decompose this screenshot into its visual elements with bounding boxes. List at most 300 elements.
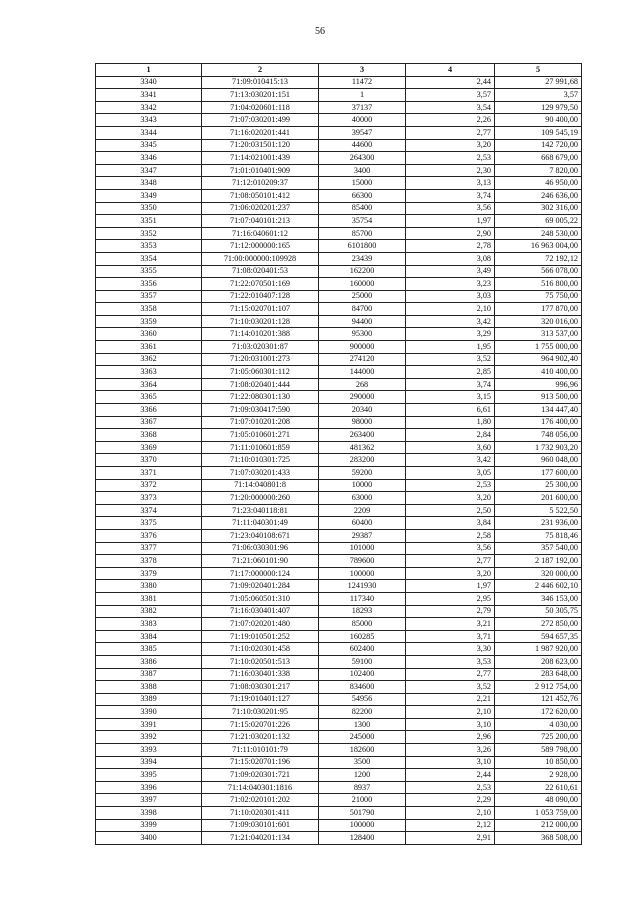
cadastral-number-cell: 71:10:020501:513 — [202, 655, 319, 668]
row-number-cell: 3342 — [96, 101, 202, 114]
rate-cell: 3,30 — [406, 643, 495, 656]
rate-cell: 2,77 — [406, 126, 495, 139]
table-row — [96, 567, 582, 580]
rate-cell: 2,77 — [406, 555, 495, 568]
cadastral-number-cell: 71:05:060501:310 — [202, 592, 319, 605]
column-header: 4 — [406, 64, 495, 77]
table-row — [96, 781, 582, 794]
table-row — [96, 655, 582, 668]
cadastral-number-cell: 71:10:020301:458 — [202, 643, 319, 656]
cadastral-number-cell: 71:11:010601:859 — [202, 441, 319, 454]
area-cell: 60400 — [319, 517, 406, 530]
table-row — [96, 479, 582, 492]
table-row — [96, 832, 582, 845]
area-cell: 21000 — [319, 794, 406, 807]
table-body — [96, 76, 582, 844]
row-number-cell: 3390 — [96, 706, 202, 719]
area-cell: 501790 — [319, 807, 406, 820]
row-number-cell: 3356 — [96, 278, 202, 291]
area-cell: 11472 — [319, 76, 406, 89]
value-cell: 75 750,00 — [495, 290, 582, 303]
rate-cell: 3,26 — [406, 744, 495, 757]
value-cell: 996,96 — [495, 378, 582, 391]
table-row — [96, 366, 582, 379]
rate-cell: 3,57 — [406, 89, 495, 102]
cadastral-number-cell: 71:06:030301:96 — [202, 542, 319, 555]
row-number-cell: 3394 — [96, 756, 202, 769]
value-cell: 50 305,75 — [495, 605, 582, 618]
area-cell: 66300 — [319, 189, 406, 202]
rate-cell: 3,56 — [406, 542, 495, 555]
rate-cell: 3,03 — [406, 290, 495, 303]
table-row — [96, 429, 582, 442]
row-number-cell: 3397 — [96, 794, 202, 807]
row-number-cell: 3344 — [96, 126, 202, 139]
area-cell: 789600 — [319, 555, 406, 568]
cadastral-number-cell: 71:08:020401:53 — [202, 265, 319, 278]
rate-cell: 2,53 — [406, 152, 495, 165]
rate-cell: 2,50 — [406, 504, 495, 517]
rate-cell: 2,78 — [406, 240, 495, 253]
value-cell: 748 056,00 — [495, 429, 582, 442]
row-number-cell: 3370 — [96, 454, 202, 467]
area-cell: 95300 — [319, 328, 406, 341]
row-number-cell: 3387 — [96, 668, 202, 681]
cadastral-number-cell: 71:15:020701:226 — [202, 718, 319, 731]
cadastral-number-cell: 71:09:020401:284 — [202, 580, 319, 593]
table-row — [96, 731, 582, 744]
table-row — [96, 769, 582, 782]
value-cell: 913 500,00 — [495, 391, 582, 404]
row-number-cell: 3365 — [96, 391, 202, 404]
value-cell: 10 850,00 — [495, 756, 582, 769]
value-cell: 357 540,00 — [495, 542, 582, 555]
rate-cell: 2,58 — [406, 529, 495, 542]
table-row — [96, 555, 582, 568]
row-number-cell: 3361 — [96, 341, 202, 354]
table-row — [96, 693, 582, 706]
value-cell: 134 447,40 — [495, 404, 582, 417]
value-cell: 248 530,00 — [495, 227, 582, 240]
value-cell: 1 732 903,20 — [495, 441, 582, 454]
row-number-cell: 3351 — [96, 215, 202, 228]
cadastral-number-cell: 71:21:030201:132 — [202, 731, 319, 744]
value-cell: 2 912 754,00 — [495, 681, 582, 694]
area-cell: 182600 — [319, 744, 406, 757]
value-cell: 4 030,00 — [495, 718, 582, 731]
cadastral-number-cell: 71:17:000000:124 — [202, 567, 319, 580]
table-row — [96, 668, 582, 681]
area-cell: 59100 — [319, 655, 406, 668]
cadastral-number-cell: 71:00:000000:109928 — [202, 252, 319, 265]
table-row — [96, 126, 582, 139]
row-number-cell: 3345 — [96, 139, 202, 152]
table-row — [96, 341, 582, 354]
area-cell: 85000 — [319, 618, 406, 631]
area-cell: 1300 — [319, 718, 406, 731]
row-number-cell: 3398 — [96, 807, 202, 820]
value-cell: 302 316,00 — [495, 202, 582, 215]
table-row — [96, 756, 582, 769]
cadastral-number-cell: 71:14:010201:388 — [202, 328, 319, 341]
rate-cell: 3,13 — [406, 177, 495, 190]
area-cell: 54956 — [319, 693, 406, 706]
rate-cell: 2,12 — [406, 819, 495, 832]
row-number-cell: 3362 — [96, 353, 202, 366]
table-header-row — [96, 64, 582, 77]
cadastral-number-cell: 71:07:030201:433 — [202, 467, 319, 480]
area-cell: 15000 — [319, 177, 406, 190]
value-cell: 22 610,61 — [495, 781, 582, 794]
rate-cell: 3,21 — [406, 618, 495, 631]
table-row — [96, 278, 582, 291]
value-cell: 7 820,00 — [495, 164, 582, 177]
cadastral-number-cell: 71:23:040108:671 — [202, 529, 319, 542]
cadastral-number-cell: 71:16:040601:12 — [202, 227, 319, 240]
area-cell: 102400 — [319, 668, 406, 681]
table-row — [96, 807, 582, 820]
value-cell: 313 537,00 — [495, 328, 582, 341]
cadastral-number-cell: 71:21:060101:90 — [202, 555, 319, 568]
area-cell: 1200 — [319, 769, 406, 782]
row-number-cell: 3363 — [96, 366, 202, 379]
value-cell: 75 818,46 — [495, 529, 582, 542]
row-number-cell: 3374 — [96, 504, 202, 517]
table-row — [96, 227, 582, 240]
table-row — [96, 592, 582, 605]
cadastral-number-cell: 71:05:060301:112 — [202, 366, 319, 379]
cadastral-number-cell: 71:15:020701:196 — [202, 756, 319, 769]
cadastral-number-cell: 71:11:010101:79 — [202, 744, 319, 757]
row-number-cell: 3357 — [96, 290, 202, 303]
table-row — [96, 252, 582, 265]
rate-cell: 1,80 — [406, 416, 495, 429]
rate-cell: 3,56 — [406, 202, 495, 215]
row-number-cell: 3364 — [96, 378, 202, 391]
table-row — [96, 819, 582, 832]
cadastral-number-cell: 71:19:010401:127 — [202, 693, 319, 706]
value-cell: 3,57 — [495, 89, 582, 102]
rate-cell: 2,53 — [406, 479, 495, 492]
rate-cell: 3,84 — [406, 517, 495, 530]
value-cell: 964 902,40 — [495, 353, 582, 366]
value-cell: 231 936,00 — [495, 517, 582, 530]
value-cell: 172 620,00 — [495, 706, 582, 719]
area-cell: 98000 — [319, 416, 406, 429]
area-cell: 290000 — [319, 391, 406, 404]
table-row — [96, 580, 582, 593]
area-cell: 3500 — [319, 756, 406, 769]
value-cell: 176 400,00 — [495, 416, 582, 429]
value-cell: 283 648,00 — [495, 668, 582, 681]
row-number-cell: 3395 — [96, 769, 202, 782]
value-cell: 25 300,00 — [495, 479, 582, 492]
area-cell: 100000 — [319, 819, 406, 832]
area-cell: 63000 — [319, 492, 406, 505]
row-number-cell: 3346 — [96, 152, 202, 165]
rate-cell: 3,52 — [406, 681, 495, 694]
cadastral-number-cell: 71:23:040118:81 — [202, 504, 319, 517]
row-number-cell: 3396 — [96, 781, 202, 794]
table-row — [96, 177, 582, 190]
rate-cell: 2,30 — [406, 164, 495, 177]
area-cell: 40000 — [319, 114, 406, 127]
column-header: 5 — [495, 64, 582, 77]
area-cell: 274120 — [319, 353, 406, 366]
value-cell: 272 850,00 — [495, 618, 582, 631]
cadastral-number-cell: 71:08:050101:412 — [202, 189, 319, 202]
rate-cell: 2,95 — [406, 592, 495, 605]
cadastral-number-cell: 71:13:030201:151 — [202, 89, 319, 102]
area-cell: 6101800 — [319, 240, 406, 253]
table-row — [96, 114, 582, 127]
rate-cell: 2,10 — [406, 807, 495, 820]
row-number-cell: 3359 — [96, 315, 202, 328]
table-row — [96, 706, 582, 719]
value-cell: 346 153,00 — [495, 592, 582, 605]
table-row — [96, 215, 582, 228]
area-cell: 8937 — [319, 781, 406, 794]
rate-cell: 3,42 — [406, 454, 495, 467]
table-row — [96, 152, 582, 165]
row-number-cell: 3378 — [96, 555, 202, 568]
row-number-cell: 3347 — [96, 164, 202, 177]
cadastral-number-cell: 71:12:000000:165 — [202, 240, 319, 253]
row-number-cell: 3379 — [96, 567, 202, 580]
cadastral-number-cell: 71:08:030301:217 — [202, 681, 319, 694]
rate-cell: 3,20 — [406, 567, 495, 580]
area-cell: 18293 — [319, 605, 406, 618]
rate-cell: 3,29 — [406, 328, 495, 341]
row-number-cell: 3376 — [96, 529, 202, 542]
rate-cell: 3,10 — [406, 756, 495, 769]
cadastral-number-cell: 71:09:010415:13 — [202, 76, 319, 89]
rate-cell: 3,54 — [406, 101, 495, 114]
value-cell: 1 053 759,00 — [495, 807, 582, 820]
value-cell: 1 987 920,00 — [495, 643, 582, 656]
table-row — [96, 290, 582, 303]
area-cell: 834600 — [319, 681, 406, 694]
cadastral-number-cell: 71:16:020201:441 — [202, 126, 319, 139]
table-row — [96, 454, 582, 467]
value-cell: 109 545,19 — [495, 126, 582, 139]
rate-cell: 2,84 — [406, 429, 495, 442]
table-row — [96, 542, 582, 555]
cadastral-number-cell: 71:08:020401:444 — [202, 378, 319, 391]
value-cell: 320 000,00 — [495, 567, 582, 580]
value-cell: 72 192,12 — [495, 252, 582, 265]
table-row — [96, 681, 582, 694]
row-number-cell: 3366 — [96, 404, 202, 417]
cadastral-number-cell: 71:10:030201:128 — [202, 315, 319, 328]
value-cell: 46 950,00 — [495, 177, 582, 190]
area-cell: 94400 — [319, 315, 406, 328]
column-header: 2 — [202, 64, 319, 77]
area-cell: 2209 — [319, 504, 406, 517]
area-cell: 1241930 — [319, 580, 406, 593]
row-number-cell: 3392 — [96, 731, 202, 744]
value-cell: 320 016,00 — [495, 315, 582, 328]
area-cell: 44600 — [319, 139, 406, 152]
table-row — [96, 618, 582, 631]
cadastral-number-cell: 71:10:020301:411 — [202, 807, 319, 820]
rate-cell: 2,79 — [406, 605, 495, 618]
rate-cell: 3,71 — [406, 630, 495, 643]
rate-cell: 3,10 — [406, 718, 495, 731]
area-cell: 144000 — [319, 366, 406, 379]
area-cell: 3400 — [319, 164, 406, 177]
rate-cell: 1,95 — [406, 341, 495, 354]
rate-cell: 3,60 — [406, 441, 495, 454]
table-row — [96, 391, 582, 404]
rate-cell: 6,61 — [406, 404, 495, 417]
rate-cell: 3,08 — [406, 252, 495, 265]
row-number-cell: 3350 — [96, 202, 202, 215]
row-number-cell: 3367 — [96, 416, 202, 429]
cadastral-number-cell: 71:15:020701:107 — [202, 303, 319, 316]
cadastral-number-cell: 71:11:040301:49 — [202, 517, 319, 530]
area-cell: 268 — [319, 378, 406, 391]
cadastral-number-cell: 71:20:031001:273 — [202, 353, 319, 366]
row-number-cell: 3388 — [96, 681, 202, 694]
value-cell: 129 979,50 — [495, 101, 582, 114]
cadastral-number-cell: 71:22:070501:169 — [202, 278, 319, 291]
row-number-cell: 3380 — [96, 580, 202, 593]
table-row — [96, 89, 582, 102]
area-cell: 101000 — [319, 542, 406, 555]
cadastral-number-cell: 71:03:020301:87 — [202, 341, 319, 354]
area-cell: 37137 — [319, 101, 406, 114]
area-cell: 35754 — [319, 215, 406, 228]
value-cell: 410 400,00 — [495, 366, 582, 379]
table-row — [96, 202, 582, 215]
area-cell: 82200 — [319, 706, 406, 719]
area-cell: 1 — [319, 89, 406, 102]
rate-cell: 2,26 — [406, 114, 495, 127]
value-cell: 212 000,00 — [495, 819, 582, 832]
table-row — [96, 467, 582, 480]
area-cell: 263400 — [319, 429, 406, 442]
cadastral-number-cell: 71:14:040301:1816 — [202, 781, 319, 794]
row-number-cell: 3381 — [96, 592, 202, 605]
row-number-cell: 3349 — [96, 189, 202, 202]
value-cell: 2 928,00 — [495, 769, 582, 782]
area-cell: 602400 — [319, 643, 406, 656]
value-cell: 69 005,22 — [495, 215, 582, 228]
table-row — [96, 76, 582, 89]
value-cell: 2 187 192,00 — [495, 555, 582, 568]
value-cell: 960 048,00 — [495, 454, 582, 467]
cadastral-number-cell: 71:07:040101:213 — [202, 215, 319, 228]
data-table — [95, 63, 582, 845]
cadastral-number-cell: 71:05:010601:271 — [202, 429, 319, 442]
row-number-cell: 3400 — [96, 832, 202, 845]
area-cell: 160285 — [319, 630, 406, 643]
value-cell: 2 446 602,10 — [495, 580, 582, 593]
table-row — [96, 240, 582, 253]
row-number-cell: 3386 — [96, 655, 202, 668]
cadastral-number-cell: 71:19:010501:252 — [202, 630, 319, 643]
rate-cell: 3,20 — [406, 139, 495, 152]
cadastral-number-cell: 71:14:040801:8 — [202, 479, 319, 492]
rate-cell: 2,29 — [406, 794, 495, 807]
cadastral-number-cell: 71:07:020201:480 — [202, 618, 319, 631]
column-header: 3 — [319, 64, 406, 77]
value-cell: 208 623,00 — [495, 655, 582, 668]
row-number-cell: 3368 — [96, 429, 202, 442]
value-cell: 177 600,00 — [495, 467, 582, 480]
table-row — [96, 139, 582, 152]
row-number-cell: 3353 — [96, 240, 202, 253]
rate-cell: 2,10 — [406, 706, 495, 719]
cadastral-number-cell: 71:04:020601:118 — [202, 101, 319, 114]
area-cell: 245000 — [319, 731, 406, 744]
area-cell: 59200 — [319, 467, 406, 480]
area-cell: 29387 — [319, 529, 406, 542]
row-number-cell: 3348 — [96, 177, 202, 190]
rate-cell: 2,44 — [406, 76, 495, 89]
area-cell: 264300 — [319, 152, 406, 165]
value-cell: 246 636,00 — [495, 189, 582, 202]
table-row — [96, 630, 582, 643]
area-cell: 900000 — [319, 341, 406, 354]
table-row — [96, 164, 582, 177]
area-cell: 283200 — [319, 454, 406, 467]
value-cell: 201 600,00 — [495, 492, 582, 505]
value-cell: 90 400,00 — [495, 114, 582, 127]
area-cell: 10000 — [319, 479, 406, 492]
cadastral-number-cell: 71:16:030401:407 — [202, 605, 319, 618]
table-row — [96, 378, 582, 391]
table-row — [96, 718, 582, 731]
table-row — [96, 794, 582, 807]
value-cell: 368 508,00 — [495, 832, 582, 845]
table-row — [96, 517, 582, 530]
row-number-cell: 3358 — [96, 303, 202, 316]
row-number-cell: 3383 — [96, 618, 202, 631]
row-number-cell: 3354 — [96, 252, 202, 265]
cadastral-number-cell: 71:09:030417:590 — [202, 404, 319, 417]
rate-cell: 3,53 — [406, 655, 495, 668]
value-cell: 1 755 000,00 — [495, 341, 582, 354]
cadastral-number-cell: 71:07:030201:499 — [202, 114, 319, 127]
table-row — [96, 605, 582, 618]
table-row — [96, 353, 582, 366]
table-row — [96, 492, 582, 505]
rate-cell: 3,05 — [406, 467, 495, 480]
rate-cell: 3,52 — [406, 353, 495, 366]
row-number-cell: 3391 — [96, 718, 202, 731]
value-cell: 668 679,00 — [495, 152, 582, 165]
area-cell: 128400 — [319, 832, 406, 845]
table-row — [96, 328, 582, 341]
cadastral-number-cell: 71:10:030201:95 — [202, 706, 319, 719]
value-cell: 121 452,76 — [495, 693, 582, 706]
cadastral-number-cell: 71:21:040201:134 — [202, 832, 319, 845]
area-cell: 25000 — [319, 290, 406, 303]
cadastral-number-cell: 71:09:030101:601 — [202, 819, 319, 832]
value-cell: 16 963 004,00 — [495, 240, 582, 253]
area-cell: 162200 — [319, 265, 406, 278]
rate-cell: 2,85 — [406, 366, 495, 379]
row-number-cell: 3352 — [96, 227, 202, 240]
row-number-cell: 3399 — [96, 819, 202, 832]
row-number-cell: 3384 — [96, 630, 202, 643]
table-row — [96, 504, 582, 517]
area-cell: 23439 — [319, 252, 406, 265]
area-cell: 20340 — [319, 404, 406, 417]
rate-cell: 3,42 — [406, 315, 495, 328]
